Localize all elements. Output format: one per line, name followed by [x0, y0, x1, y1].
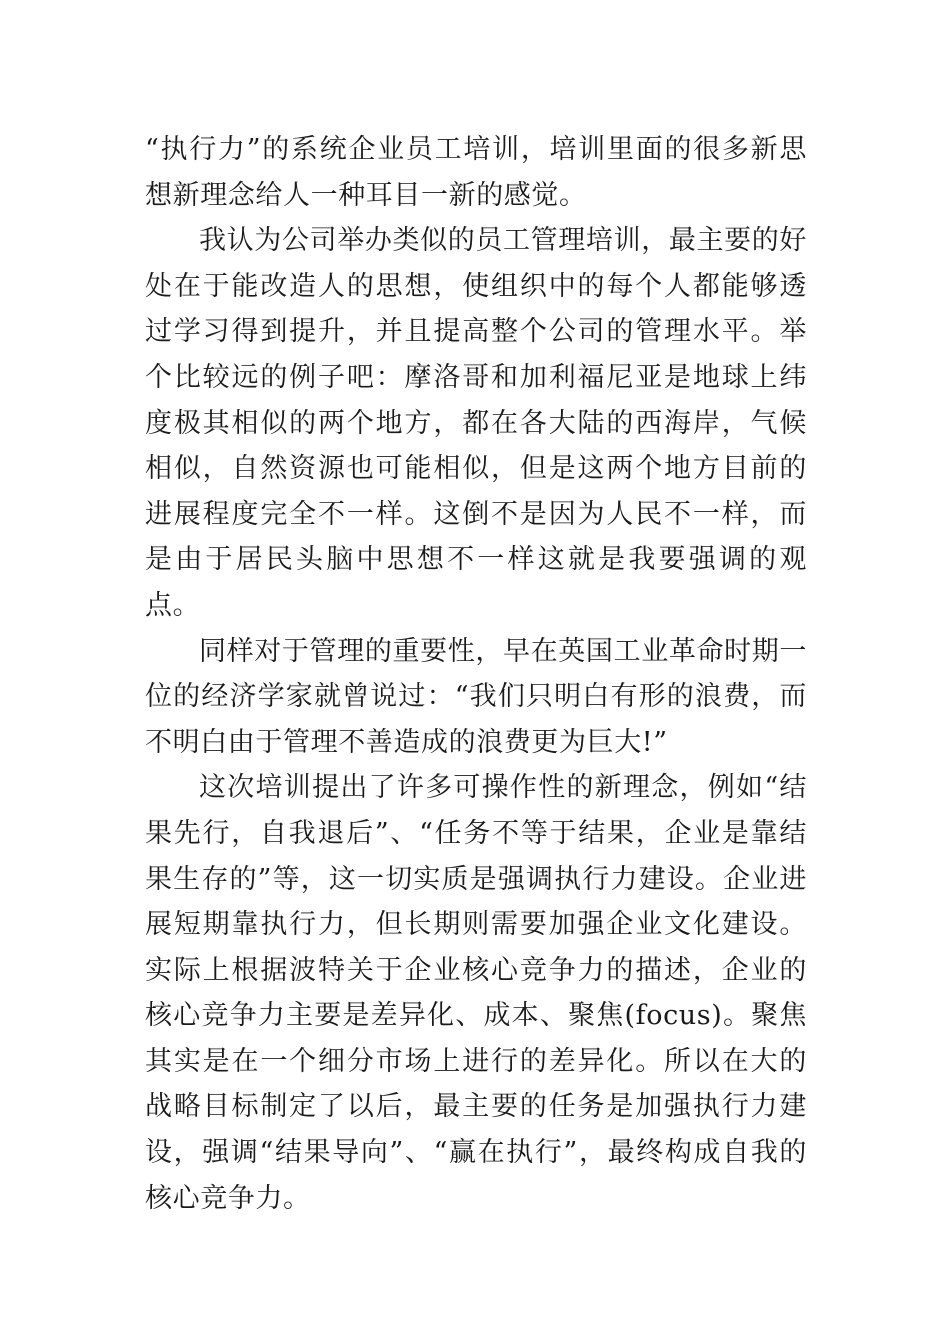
- paragraph-3: 同样对于管理的重要性，早在英国工业革命时期一位的经济学家就曾说过：“我们只明白有形的浪费，而不明白由于管理不善造成的浪费更为巨大!”: [145, 635, 807, 758]
- paragraph-4: 这次培训提出了许多可操作性的新理念，例如“结果先行，自我退后”、“任务不等于结果，企业是靠结果生存的”等，这一切实质是强调执行力建设。企业进展短期靠执行力，但长期则需要加强企业文化建设。实际上根据波特关于企业核心竞争力的描述，企业的核心竞争力主要是差异化、成本、聚焦(focus)。聚焦其实是在一个细分市场上进行的差异化。所以在大的战略目标制定了以后，最主要的任务是加强执行力建设，强调“结果导向”、“赢在执行”，最终构成自我的核心竞争力。: [145, 772, 807, 1214]
- document-body: [145, 127, 807, 1221]
- paragraph-1: “执行力”的系统企业员工培训，培训里面的很多新思想新理念给人一种耳目一新的感觉。: [145, 134, 807, 211]
- paragraph-2: 我认为公司举办类似的员工管理培训，最主要的好处在于能改造人的思想，使组织中的每个人都能够透过学习得到提升，并且提高整个公司的管理水平。举个比较远的例子吧：摩洛哥和加利福尼亚是地球上纬度极其相似的两个地方，都在各大陆的西海岸，气候相似，自然资源也可能相似，但是这两个地方目前的进展程度完全不一样。这倒不是因为人民不一样，而是由于居民头脑中思想不一样这就是我要强调的观点。: [145, 225, 807, 621]
